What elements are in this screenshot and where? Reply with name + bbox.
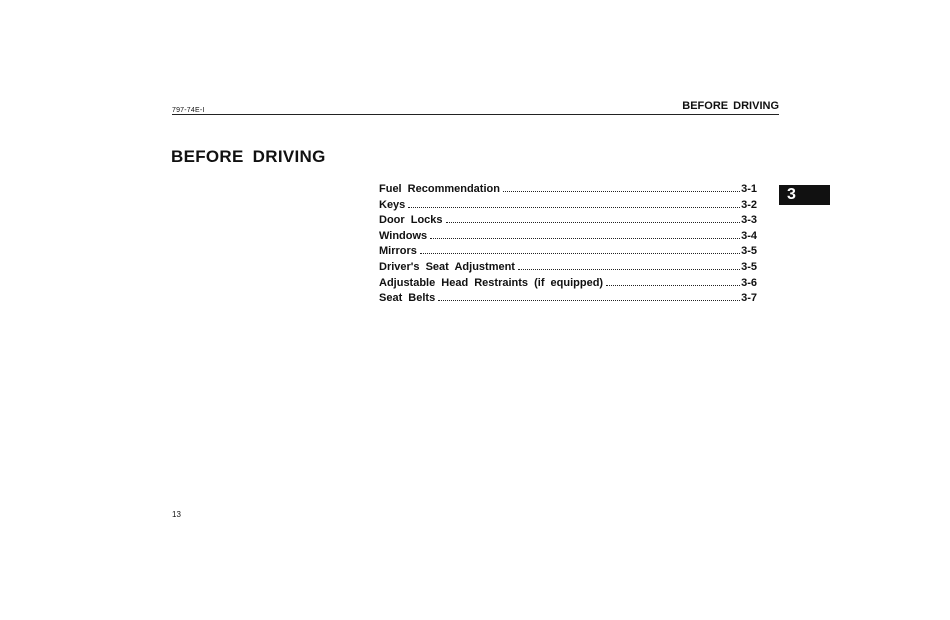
toc-entry-label: Adjustable Head Restraints (if equipped): [379, 276, 604, 289]
toc-entry-door-locks[interactable]: [379, 214, 757, 230]
toc-dot-leader: [430, 238, 740, 239]
toc-entry-windows[interactable]: [379, 230, 757, 246]
toc-entry-drivers-seat-adjustment[interactable]: [379, 261, 757, 277]
toc-entry-seat-belts[interactable]: [379, 292, 757, 308]
toc-entry-label: Keys: [379, 198, 406, 211]
running-header-title: BEFORE DRIVING: [682, 100, 779, 112]
chapter-title: BEFORE DRIVING: [171, 147, 326, 166]
toc-entry-page: 3-1: [741, 183, 757, 195]
page-number: 13: [172, 510, 181, 519]
toc-dot-leader: [503, 191, 740, 192]
toc-entry-label: Fuel Recommendation: [379, 183, 500, 195]
toc-entry-page: 3-7: [741, 292, 757, 305]
chapter-tab-number: 3: [787, 186, 796, 203]
toc-entry-fuel-recommendation[interactable]: [379, 183, 757, 199]
toc-entry-label: Seat Belts: [379, 292, 436, 305]
toc-entry-label: Driver's Seat Adjustment: [379, 260, 515, 273]
toc-entry-label: Door Locks: [379, 214, 443, 227]
toc-entry-page: 3-6: [741, 276, 757, 289]
toc-dot-leader: [420, 253, 740, 254]
toc-entry-page: 3-4: [741, 229, 757, 242]
toc-entry-page: 3-5: [741, 245, 757, 258]
toc-entry-keys[interactable]: [379, 199, 757, 215]
toc-entry-adjustable-head-restraints[interactable]: [379, 277, 757, 293]
document-code: 797-74E-I: [172, 107, 205, 114]
toc-dot-leader: [408, 207, 740, 208]
header-divider: [172, 114, 779, 115]
chapter-tab: [779, 185, 830, 205]
toc-dot-leader: [606, 285, 740, 286]
table-of-contents: [379, 183, 757, 308]
toc-entry-label: Windows: [379, 229, 428, 242]
toc-entry-page: 3-2: [741, 198, 757, 211]
toc-entry-page: 3-3: [741, 214, 757, 227]
toc-entry-page: 3-5: [741, 260, 757, 273]
toc-dot-leader: [438, 300, 740, 301]
toc-entry-label: Mirrors: [379, 245, 417, 258]
toc-dot-leader: [518, 269, 740, 270]
toc-dot-leader: [446, 222, 741, 223]
toc-entry-mirrors[interactable]: [379, 245, 757, 261]
